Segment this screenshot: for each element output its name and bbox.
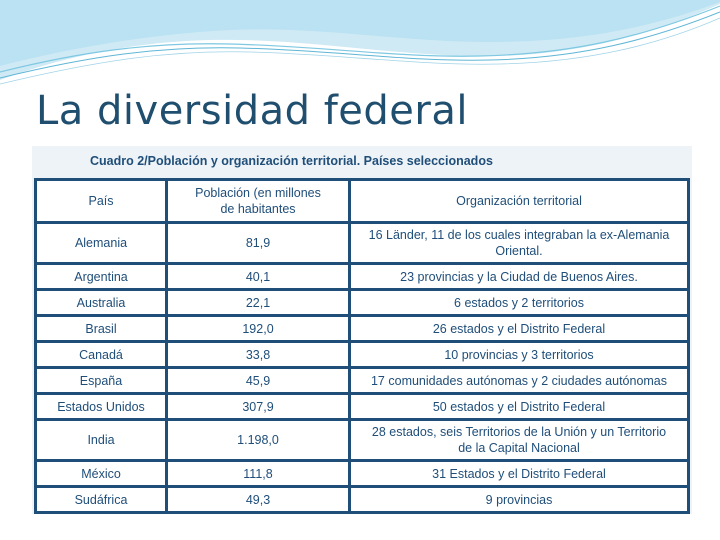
table-row (37, 317, 687, 340)
cell-population: 81,9 (168, 224, 348, 262)
cell-population: 111,8 (168, 462, 348, 485)
slide-title: La diversidad federal (36, 88, 468, 134)
cell-population: 33,8 (168, 343, 348, 366)
table-row (37, 343, 687, 366)
table-row (37, 265, 687, 288)
decorative-wave-header (0, 0, 720, 90)
cell-country: Argentina (37, 265, 165, 288)
table-figure (32, 146, 692, 514)
header-country: País (37, 181, 165, 221)
cell-organization: 10 provincias y 3 territorios (351, 343, 687, 366)
table-body (37, 224, 687, 511)
cell-country: Canadá (37, 343, 165, 366)
table-row (37, 395, 687, 418)
table-row (37, 369, 687, 392)
cell-organization: 17 comunidades autónomas y 2 ciudades autónomas (351, 369, 687, 392)
cell-organization: 6 estados y 2 territorios (351, 291, 687, 314)
table-header-row (37, 181, 687, 221)
cell-country: Estados Unidos (37, 395, 165, 418)
cell-population: 40,1 (168, 265, 348, 288)
table-row (37, 462, 687, 485)
cell-organization: 28 estados, seis Territorios de la Unión y un Territorio de la Capital Nacional (351, 421, 687, 459)
header-population: Población (en millones de habitantes (168, 181, 348, 221)
cell-population: 192,0 (168, 317, 348, 340)
cell-organization: 23 provincias y la Ciudad de Buenos Aires. (351, 265, 687, 288)
cell-organization: 31 Estados y el Distrito Federal (351, 462, 687, 485)
table-row (37, 488, 687, 511)
cell-country: Brasil (37, 317, 165, 340)
cell-population: 49,3 (168, 488, 348, 511)
table-row (37, 421, 687, 459)
cell-organization: 16 Länder, 11 de los cuales integraban la ex-Alemania Oriental. (351, 224, 687, 262)
cell-organization: 50 estados y el Distrito Federal (351, 395, 687, 418)
cell-country: Sudáfrica (37, 488, 165, 511)
header-organization: Organización territorial (351, 181, 687, 221)
table-row (37, 224, 687, 262)
cell-country: México (37, 462, 165, 485)
cell-organization: 26 estados y el Distrito Federal (351, 317, 687, 340)
cell-population: 22,1 (168, 291, 348, 314)
cell-population: 45,9 (168, 369, 348, 392)
cell-organization: 9 provincias (351, 488, 687, 511)
cell-country: Australia (37, 291, 165, 314)
cell-country: Alemania (37, 224, 165, 262)
population-table (34, 178, 690, 514)
cell-population: 1.198,0 (168, 421, 348, 459)
table-row (37, 291, 687, 314)
cell-country: España (37, 369, 165, 392)
cell-population: 307,9 (168, 395, 348, 418)
cell-country: India (37, 421, 165, 459)
table-caption: Cuadro 2/Población y organización territorial. Países seleccionados (90, 154, 493, 168)
